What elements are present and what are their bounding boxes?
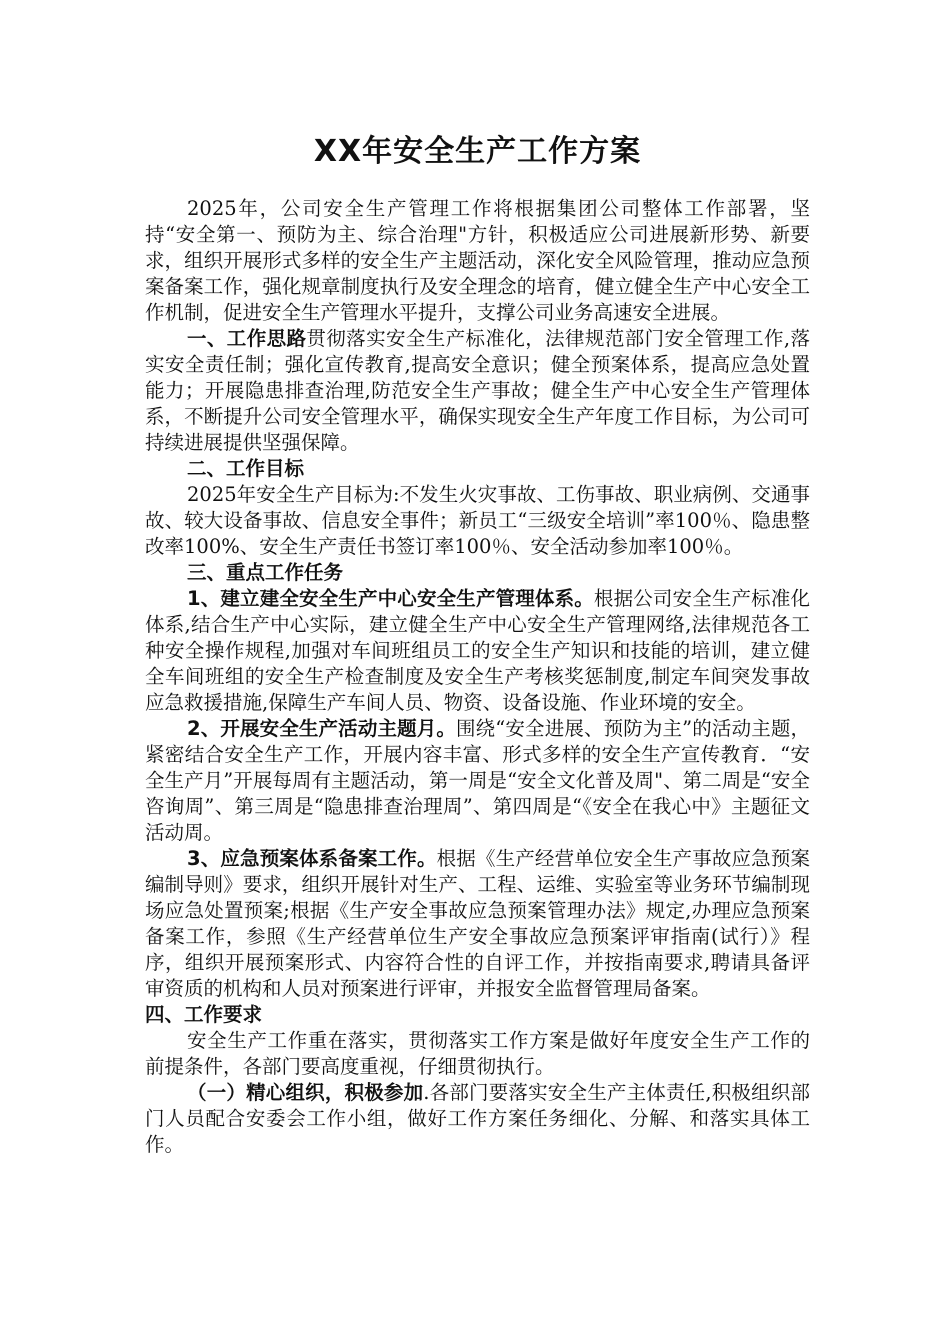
- section4-text: 安全生产工作重在落实，贯彻落实工作方案是做好年度安全生产工作的前提条件，各部门要高度重视，仔细贯彻执行。: [145, 1029, 810, 1078]
- section1-paragraph: [145, 326, 810, 456]
- task2-lead: 2、开展安全生产活动主题月。: [187, 717, 457, 740]
- section3-heading: 三、重点工作任务: [187, 561, 344, 584]
- section4-item1-lead: （一）精心组织，积极参加: [187, 1081, 424, 1104]
- section1-text: 贯彻落实安全生产标准化，法律规范部门安全管理工作,落实安全责任制；强化宣传教育,提高安全意识；健全预案体系，提高应急处置能力；开展隐患排查治理,防范安全生产事故；健全生产中心安全生产管理体系，不断提升公司安全管理水平，确保实现安全生产年度工作目标，为公司可持续进展提供坚强保障。: [145, 327, 810, 454]
- section4-item1-text: .各部门要落实安全生产主体责任,积极组织部门人员配合安委会工作小组，做好工作方案任务细化、分解、和落实具体工作。: [145, 1081, 810, 1156]
- section2-text: 2025年安全生产目标为:不发生火灾事故、工伤事故、职业病例、交通事故、较大设备事故、信息安全事件；新员工“三级安全培训”率100％、隐患整改率100%、安全生产责任书签订率100％、安全活动参加率100％。: [145, 483, 810, 558]
- task3-paragraph: [145, 846, 810, 1002]
- section2-heading: 二、工作目标: [187, 457, 305, 480]
- section4-item1-paragraph: [145, 1080, 810, 1158]
- task1-paragraph: [145, 586, 810, 716]
- task3-text: 根据《生产经营单位安全生产事故应急预案编制导则》要求，组织开展针对生产、工程、运维、实验室等业务环节编制现场应急处置预案;根据《生产安全事故应急预案管理办法》规定,办理应急预案备案工作，参照《生产经营单位生产安全事故应急预案评审指南(试行）》程序，组织开展预案形式、内容符合性的自评工作，并按指南要求,聘请具备评审资质的机构和人员对预案进行评审，并报安全监督管理局备案。: [145, 847, 810, 1000]
- task1-lead: 1、建立建全安全生产中心安全生产管理体系。: [187, 587, 594, 610]
- section1-heading: 一、工作思路: [187, 327, 307, 350]
- task3-lead: 3、应急预案体系备案工作。: [187, 847, 437, 870]
- document-title: XX年安全生产工作方案: [313, 134, 642, 169]
- task2-text: 围绕“安全进展、预防为主”的活动主题，紧密结合安全生产工作，开展内容丰富、形式多样的安全生产宣传教育．“安全生产月”开展每周有主题活动，第一周是“安全文化普及周"、第二周是“安全咨询周”、第三周是“隐患排查治理周”、第四周是“《安全在我心中》主题征文活动周。: [145, 717, 810, 844]
- section4-heading: 四、工作要求: [145, 1003, 263, 1026]
- task1-text: 根据公司安全生产标准化体系,结合生产中心实际，建立健全生产中心安全生产管理网络,法律规范各工种安全操作规程,加强对车间班组员工的安全生产知识和技能的培训，建立健全车间班组的安全生产检查制度及安全生产考核奖惩制度,制定车间突发事故应急救援措施,保障生产车间人员、物资、设备设施、作业环境的安全。: [145, 587, 810, 714]
- document-page: [145, 130, 810, 1158]
- intro-paragraph: 2025年，公司安全生产管理工作将根据集团公司整体工作部署，坚持“安全第一、预防为主、综合治理"方针，积极适应公司进展新形势、新要求，组织开展形式多样的安全生产主题活动，深化安全风险管理，推动应急预案备案工作，强化规章制度执行及安全理念的培育，健立健全生产中心安全工作机制，促进安全生产管理水平提升，支撑公司业务高速安全进展。: [145, 197, 810, 324]
- task2-paragraph: [145, 716, 810, 846]
